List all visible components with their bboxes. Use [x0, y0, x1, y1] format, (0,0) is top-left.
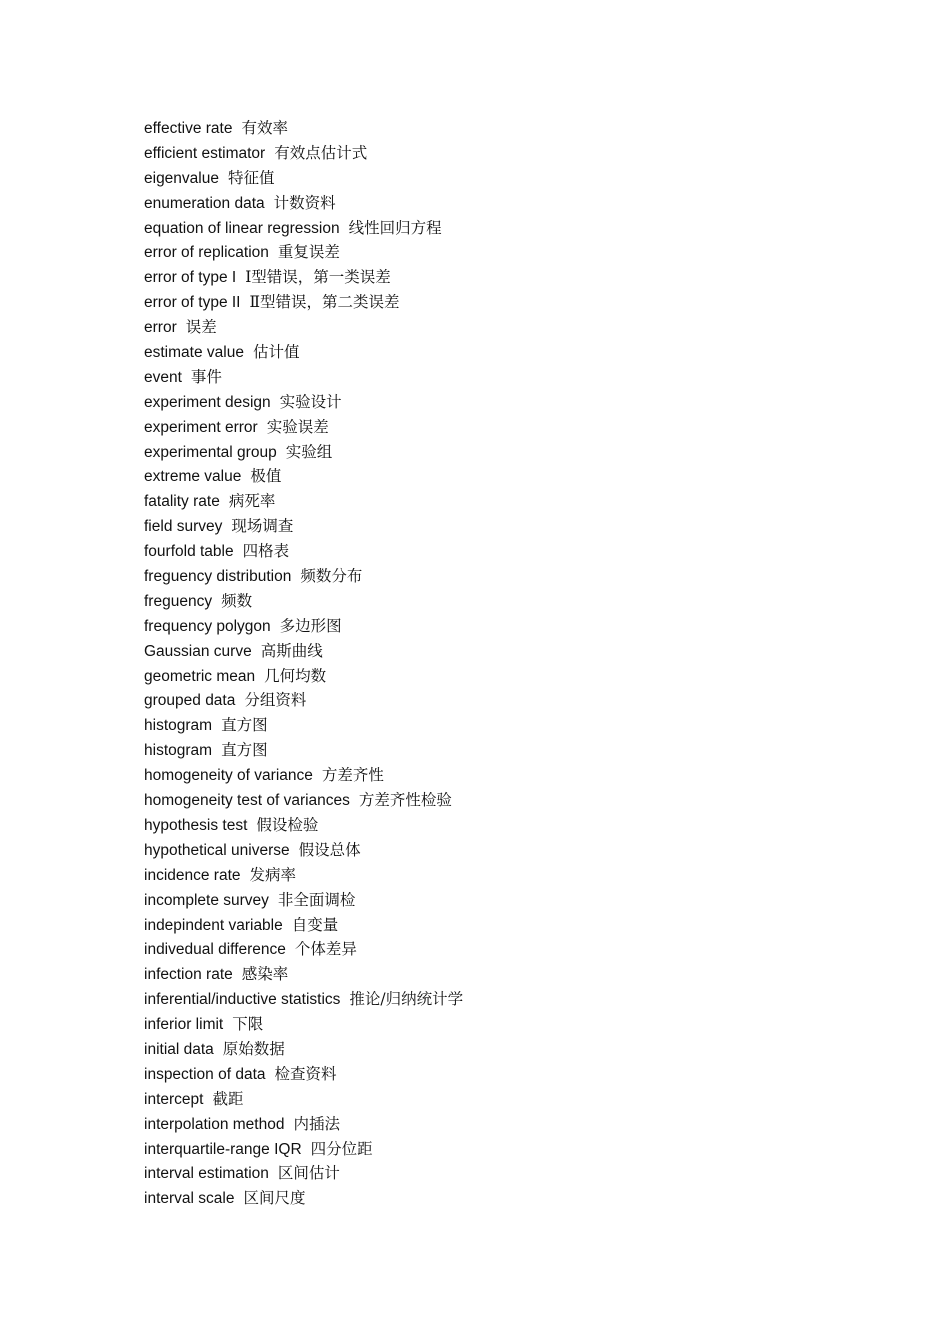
chinese-term: 原始数据 — [222, 1039, 285, 1058]
chinese-term: 四格表 — [242, 542, 290, 561]
english-term: error — [144, 319, 177, 337]
english-term: inferential/inductive statistics — [144, 991, 341, 1009]
english-term: event — [144, 368, 182, 386]
glossary-entry — [144, 166, 463, 191]
english-term: freguency distribution — [144, 568, 292, 586]
chinese-term: 现场调查 — [231, 517, 294, 536]
english-term: incidence rate — [144, 866, 241, 884]
chinese-term: 直方图 — [221, 716, 268, 735]
english-term: indivedual difference — [144, 941, 286, 959]
glossary-entry — [144, 390, 463, 415]
glossary-entry — [144, 962, 463, 987]
glossary-entry — [144, 1161, 463, 1186]
english-term: inspection of data — [144, 1065, 266, 1083]
chinese-term: 高斯曲线 — [260, 641, 323, 660]
chinese-term: 方差齐性 — [321, 766, 384, 785]
chinese-term: 有效率 — [241, 119, 288, 137]
glossary-entry — [144, 1062, 463, 1087]
glossary-entry — [144, 788, 463, 813]
glossary-entry — [144, 116, 463, 141]
chinese-term: 有效点估计式 — [274, 143, 368, 162]
chinese-term: 分组资料 — [244, 691, 307, 710]
glossary-entry — [144, 265, 463, 290]
chinese-term: 下限 — [232, 1015, 264, 1034]
english-term: homogeneity test of variances — [144, 792, 350, 810]
chinese-term: 自变量 — [291, 915, 339, 934]
glossary-entry — [144, 539, 463, 564]
english-term: experiment error — [144, 418, 258, 436]
chinese-term: Ⅱ型错误，第二类误差 — [249, 293, 400, 312]
english-term: hypothesis test — [144, 816, 248, 834]
english-term: field survey — [144, 518, 223, 536]
glossary-entry — [144, 1186, 463, 1211]
english-term: interquartile-range IQR — [144, 1140, 302, 1158]
english-term: effective rate — [144, 120, 233, 137]
glossary-entry — [144, 141, 463, 166]
english-term: histogram — [144, 717, 213, 735]
glossary-entry — [144, 564, 463, 589]
chinese-term: 实验误差 — [266, 417, 329, 436]
english-term: error of type I — [144, 269, 237, 287]
glossary-entry — [144, 1112, 463, 1137]
chinese-term: 区间尺度 — [243, 1189, 306, 1208]
glossary-entry — [144, 415, 463, 440]
english-term: incomplete survey — [144, 891, 269, 909]
glossary-entry — [144, 440, 463, 465]
english-term: experimental group — [144, 443, 277, 461]
chinese-term: 线性回归方程 — [348, 218, 442, 237]
english-term: eigenvalue — [144, 169, 219, 187]
chinese-term: Ⅰ型错误，第一类误差 — [245, 268, 391, 287]
glossary-list — [144, 116, 463, 1211]
glossary-entry — [144, 290, 463, 315]
chinese-term: 频数 — [221, 591, 253, 610]
english-term: extreme value — [144, 468, 242, 486]
english-term: frequency polygon — [144, 617, 271, 635]
english-term: error of replication — [144, 244, 269, 262]
glossary-entry — [144, 589, 463, 614]
glossary-entry — [144, 1037, 463, 1062]
glossary-entry — [144, 191, 463, 216]
chinese-term: 直方图 — [221, 741, 268, 760]
chinese-term: 极值 — [250, 467, 282, 486]
chinese-term: 假设总体 — [298, 840, 361, 859]
english-term: hypothetical universe — [144, 841, 290, 859]
glossary-entry — [144, 937, 463, 962]
glossary-entry — [144, 913, 463, 938]
glossary-entry — [144, 713, 463, 738]
glossary-entry — [144, 514, 463, 539]
glossary-entry — [144, 464, 463, 489]
chinese-term: 个体差异 — [294, 940, 357, 959]
english-term: Gaussian curve — [144, 642, 252, 660]
chinese-term: 检查资料 — [274, 1064, 337, 1083]
glossary-entry — [144, 738, 463, 763]
glossary-entry — [144, 813, 463, 838]
english-term: initial data — [144, 1040, 214, 1058]
chinese-term: 四分位距 — [310, 1139, 373, 1158]
english-term: efficient estimator — [144, 144, 266, 162]
chinese-term: 假设检验 — [256, 815, 319, 834]
english-term: fatality rate — [144, 493, 220, 511]
glossary-entry — [144, 987, 463, 1012]
english-term: indepindent variable — [144, 916, 283, 934]
chinese-term: 实验设计 — [279, 392, 342, 411]
glossary-entry — [144, 888, 463, 913]
english-term: equation of linear regression — [144, 219, 340, 237]
chinese-term: 内插法 — [293, 1114, 340, 1133]
english-term: geometric mean — [144, 667, 256, 685]
glossary-entry — [144, 216, 463, 241]
chinese-term: 方差齐性检验 — [358, 791, 452, 810]
english-term: interval estimation — [144, 1165, 269, 1183]
glossary-entry — [144, 365, 463, 390]
glossary-entry — [144, 1087, 463, 1112]
english-term: error of type II — [144, 294, 241, 312]
glossary-entry — [144, 763, 463, 788]
glossary-entry — [144, 664, 463, 689]
english-term: infection rate — [144, 966, 233, 984]
chinese-term: 非全面调检 — [277, 890, 356, 909]
chinese-term: 推论/归纳统计学 — [349, 990, 464, 1009]
chinese-term: 误差 — [185, 318, 217, 337]
glossary-entry — [144, 614, 463, 639]
english-term: homogeneity of variance — [144, 767, 313, 785]
chinese-term: 实验组 — [285, 442, 333, 461]
english-term: inferior limit — [144, 1016, 224, 1034]
glossary-entry — [144, 838, 463, 863]
chinese-term: 几何均数 — [264, 666, 327, 685]
chinese-term: 估计值 — [252, 343, 300, 362]
glossary-entry — [144, 639, 463, 664]
english-term: freguency — [144, 592, 213, 610]
glossary-entry — [144, 489, 463, 514]
english-term: interval scale — [144, 1190, 235, 1208]
glossary-entry — [144, 1137, 463, 1162]
chinese-term: 感染率 — [241, 965, 289, 984]
chinese-term: 多边形图 — [279, 616, 342, 635]
english-term: fourfold table — [144, 543, 234, 561]
english-term: grouped data — [144, 692, 236, 710]
english-term: histogram — [144, 742, 213, 760]
english-term: estimate value — [144, 344, 244, 362]
chinese-term: 病死率 — [228, 492, 276, 511]
glossary-entry — [144, 240, 463, 265]
glossary-entry — [144, 340, 463, 365]
english-term: experiment design — [144, 393, 271, 411]
glossary-entry — [144, 1012, 463, 1037]
chinese-term: 特征值 — [227, 168, 275, 187]
chinese-term: 计数资料 — [273, 193, 336, 212]
chinese-term: 事件 — [190, 367, 222, 386]
english-term: enumeration data — [144, 194, 265, 212]
glossary-entry — [144, 688, 463, 713]
glossary-entry — [144, 315, 463, 340]
chinese-term: 截距 — [212, 1089, 244, 1108]
chinese-term: 频数分布 — [300, 567, 363, 586]
chinese-term: 区间估计 — [277, 1164, 340, 1183]
glossary-entry — [144, 863, 463, 888]
english-term: interpolation method — [144, 1115, 285, 1133]
chinese-term: 重复误差 — [277, 243, 340, 262]
chinese-term: 发病率 — [249, 865, 297, 884]
english-term: intercept — [144, 1090, 204, 1108]
